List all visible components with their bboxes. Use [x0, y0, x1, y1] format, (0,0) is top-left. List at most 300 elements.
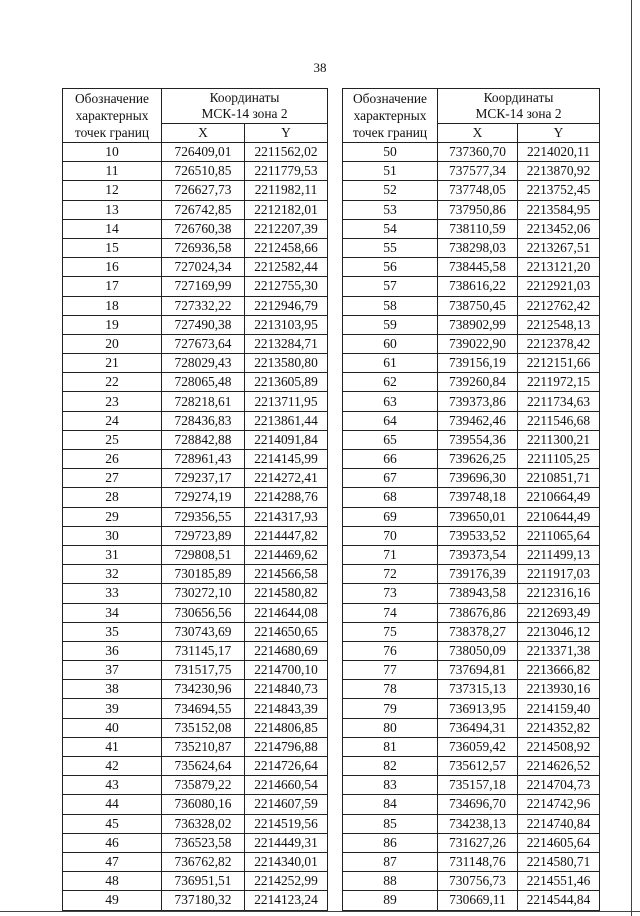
header-coords-line1: Координаты — [483, 90, 554, 105]
point-number-cell: 86 — [343, 833, 438, 852]
y-coordinate-cell: 2213284,71 — [245, 334, 328, 353]
y-coordinate-cell: 2212316,16 — [518, 584, 600, 603]
table-row — [343, 584, 600, 603]
coordinates-table-right — [342, 88, 600, 911]
x-coordinate-cell: 736328,02 — [162, 814, 245, 833]
x-coordinate-cell: 735612,57 — [438, 757, 518, 776]
y-coordinate-cell: 2211105,25 — [518, 450, 600, 469]
x-coordinate-cell: 727673,64 — [162, 334, 245, 353]
table-row — [63, 545, 328, 564]
x-coordinate-cell: 736762,82 — [162, 852, 245, 871]
x-coordinate-cell: 735624,64 — [162, 757, 245, 776]
x-coordinate-cell: 739462,46 — [438, 411, 518, 430]
point-number-cell: 51 — [343, 162, 438, 181]
x-coordinate-cell: 729237,17 — [162, 469, 245, 488]
x-coordinate-cell: 738110,59 — [438, 219, 518, 238]
header-coords-line2: МСК-14 зона 2 — [201, 106, 288, 121]
table-row — [343, 526, 600, 545]
table-row — [343, 258, 600, 277]
table-row — [63, 852, 328, 871]
y-coordinate-cell: 2214123,24 — [245, 891, 328, 910]
point-number-cell: 24 — [63, 411, 162, 430]
table-row — [343, 891, 600, 910]
point-number-cell: 67 — [343, 469, 438, 488]
x-coordinate-cell: 739373,54 — [438, 545, 518, 564]
x-coordinate-cell: 730185,89 — [162, 565, 245, 584]
x-coordinate-cell: 727024,34 — [162, 258, 245, 277]
table-row — [343, 641, 600, 660]
x-coordinate-cell: 739156,19 — [438, 354, 518, 373]
point-number-cell: 88 — [343, 872, 438, 891]
point-number-cell: 47 — [63, 852, 162, 871]
point-number-cell: 35 — [63, 622, 162, 641]
y-coordinate-cell: 2214806,85 — [245, 718, 328, 737]
y-coordinate-cell: 2213870,92 — [518, 162, 600, 181]
table-row — [63, 661, 328, 680]
y-coordinate-cell: 2214740,84 — [518, 814, 600, 833]
table-row — [63, 795, 328, 814]
table-row — [63, 277, 328, 296]
point-number-cell: 31 — [63, 545, 162, 564]
x-coordinate-cell: 739373,86 — [438, 392, 518, 411]
table-row — [63, 603, 328, 622]
point-number-cell: 44 — [63, 795, 162, 814]
y-coordinate-cell: 2214796,88 — [245, 737, 328, 756]
table-row — [63, 219, 328, 238]
point-number-cell: 89 — [343, 891, 438, 910]
y-coordinate-cell: 2213580,80 — [245, 354, 328, 373]
x-coordinate-cell: 734238,13 — [438, 814, 518, 833]
table-row — [63, 373, 328, 392]
y-coordinate-cell: 2212458,66 — [245, 238, 328, 257]
x-coordinate-cell: 739260,84 — [438, 373, 518, 392]
y-coordinate-cell: 2214626,52 — [518, 757, 600, 776]
x-coordinate-cell: 739176,39 — [438, 565, 518, 584]
x-coordinate-cell: 735210,87 — [162, 737, 245, 756]
x-coordinate-cell: 739650,01 — [438, 507, 518, 526]
table-row — [63, 718, 328, 737]
x-coordinate-cell: 728842,88 — [162, 430, 245, 449]
y-coordinate-cell: 2211562,02 — [245, 143, 328, 162]
point-number-cell: 78 — [343, 680, 438, 699]
point-number-cell: 54 — [343, 219, 438, 238]
point-number-cell: 85 — [343, 814, 438, 833]
point-number-cell: 83 — [343, 776, 438, 795]
table-row — [343, 852, 600, 871]
table-row — [343, 661, 600, 680]
column-header-y: Y — [518, 124, 600, 143]
point-number-cell: 80 — [343, 718, 438, 737]
y-coordinate-cell: 2214340,01 — [245, 852, 328, 871]
point-number-cell: 28 — [63, 488, 162, 507]
table-row — [343, 334, 600, 353]
x-coordinate-cell: 727490,38 — [162, 315, 245, 334]
x-coordinate-cell: 726936,58 — [162, 238, 245, 257]
table-row — [63, 296, 328, 315]
table-row — [63, 238, 328, 257]
x-coordinate-cell: 738378,27 — [438, 622, 518, 641]
table-row — [63, 699, 328, 718]
header-coords-line2: МСК-14 зона 2 — [475, 106, 562, 121]
x-coordinate-cell: 739554,36 — [438, 430, 518, 449]
x-coordinate-cell: 726510,85 — [162, 162, 245, 181]
x-coordinate-cell: 726742,85 — [162, 200, 245, 219]
point-number-cell: 34 — [63, 603, 162, 622]
point-number-cell: 84 — [343, 795, 438, 814]
x-coordinate-cell: 730272,10 — [162, 584, 245, 603]
y-coordinate-cell: 2212207,39 — [245, 219, 328, 238]
x-coordinate-cell: 727169,99 — [162, 277, 245, 296]
column-header-coordinates — [162, 89, 328, 124]
table-row — [63, 584, 328, 603]
x-coordinate-cell: 731627,26 — [438, 833, 518, 852]
y-coordinate-cell: 2213046,12 — [518, 622, 600, 641]
y-coordinate-cell: 2214020,11 — [518, 143, 600, 162]
table-row — [343, 392, 600, 411]
header-label-line1: Обозначение — [353, 91, 427, 106]
x-coordinate-cell: 738298,03 — [438, 238, 518, 257]
y-coordinate-cell: 2214288,76 — [245, 488, 328, 507]
point-number-cell: 59 — [343, 315, 438, 334]
y-coordinate-cell: 2214252,99 — [245, 872, 328, 891]
point-number-cell: 50 — [343, 143, 438, 162]
y-coordinate-cell: 2213752,45 — [518, 181, 600, 200]
point-number-cell: 43 — [63, 776, 162, 795]
x-coordinate-cell: 735152,08 — [162, 718, 245, 737]
table-row — [343, 507, 600, 526]
table-row — [343, 488, 600, 507]
x-coordinate-cell: 736523,58 — [162, 833, 245, 852]
x-coordinate-cell: 730656,56 — [162, 603, 245, 622]
x-coordinate-cell: 739748,18 — [438, 488, 518, 507]
table-row — [343, 718, 600, 737]
table-row — [63, 411, 328, 430]
point-number-cell: 22 — [63, 373, 162, 392]
point-number-cell: 19 — [63, 315, 162, 334]
x-coordinate-cell: 734230,96 — [162, 680, 245, 699]
table-row — [343, 200, 600, 219]
header-label-line2: характерных — [353, 108, 427, 123]
header-label-line3: точек границ — [352, 125, 428, 140]
table-row — [63, 392, 328, 411]
x-coordinate-cell: 728436,83 — [162, 411, 245, 430]
table-row — [343, 469, 600, 488]
table-row — [343, 315, 600, 334]
y-coordinate-cell: 2214704,73 — [518, 776, 600, 795]
y-coordinate-cell: 2212582,44 — [245, 258, 328, 277]
table-row — [343, 296, 600, 315]
point-number-cell: 37 — [63, 661, 162, 680]
y-coordinate-cell: 2210664,49 — [518, 488, 600, 507]
point-number-cell: 74 — [343, 603, 438, 622]
table-row — [343, 143, 600, 162]
x-coordinate-cell: 735879,22 — [162, 776, 245, 795]
y-coordinate-cell: 2214508,92 — [518, 737, 600, 756]
point-number-cell: 36 — [63, 641, 162, 660]
y-coordinate-cell: 2212921,03 — [518, 277, 600, 296]
y-coordinate-cell: 2211300,21 — [518, 430, 600, 449]
y-coordinate-cell: 2214272,41 — [245, 469, 328, 488]
y-coordinate-cell: 2211546,68 — [518, 411, 600, 430]
table-row — [63, 814, 328, 833]
point-number-cell: 56 — [343, 258, 438, 277]
y-coordinate-cell: 2214091,84 — [245, 430, 328, 449]
point-number-cell: 46 — [63, 833, 162, 852]
x-coordinate-cell: 731517,75 — [162, 661, 245, 680]
point-number-cell: 10 — [63, 143, 162, 162]
x-coordinate-cell: 738902,99 — [438, 315, 518, 334]
point-number-cell: 60 — [343, 334, 438, 353]
table-row — [63, 181, 328, 200]
y-coordinate-cell: 2213584,95 — [518, 200, 600, 219]
x-coordinate-cell: 730743,69 — [162, 622, 245, 641]
scan-edge-bottom — [0, 911, 640, 912]
table-row — [63, 737, 328, 756]
table-row — [63, 258, 328, 277]
point-number-cell: 71 — [343, 545, 438, 564]
table-row — [63, 891, 328, 910]
x-coordinate-cell: 737360,70 — [438, 143, 518, 162]
y-coordinate-cell: 2212755,30 — [245, 277, 328, 296]
x-coordinate-cell: 729274,19 — [162, 488, 245, 507]
table-row — [63, 641, 328, 660]
table-row — [343, 603, 600, 622]
y-coordinate-cell: 2214544,84 — [518, 891, 600, 910]
y-coordinate-cell: 2214580,82 — [245, 584, 328, 603]
table-row — [63, 334, 328, 353]
point-number-cell: 12 — [63, 181, 162, 200]
y-coordinate-cell: 2214447,82 — [245, 526, 328, 545]
point-number-cell: 52 — [343, 181, 438, 200]
x-coordinate-cell: 728065,48 — [162, 373, 245, 392]
x-coordinate-cell: 737694,81 — [438, 661, 518, 680]
table-row — [343, 814, 600, 833]
y-coordinate-cell: 2214840,73 — [245, 680, 328, 699]
point-number-cell: 73 — [343, 584, 438, 603]
y-coordinate-cell: 2214317,93 — [245, 507, 328, 526]
point-number-cell: 27 — [63, 469, 162, 488]
x-coordinate-cell: 738943,58 — [438, 584, 518, 603]
x-coordinate-cell: 738676,86 — [438, 603, 518, 622]
table-row — [343, 776, 600, 795]
x-coordinate-cell: 729723,89 — [162, 526, 245, 545]
x-coordinate-cell: 739022,90 — [438, 334, 518, 353]
y-coordinate-cell: 2214352,82 — [518, 718, 600, 737]
y-coordinate-cell: 2214680,69 — [245, 641, 328, 660]
table-row — [343, 545, 600, 564]
table-row — [343, 622, 600, 641]
x-coordinate-cell: 730756,73 — [438, 872, 518, 891]
y-coordinate-cell: 2211734,63 — [518, 392, 600, 411]
table-row — [343, 872, 600, 891]
table-row — [343, 833, 600, 852]
table-row — [63, 315, 328, 334]
point-number-cell: 55 — [343, 238, 438, 257]
table-row — [63, 872, 328, 891]
point-number-cell: 82 — [343, 757, 438, 776]
x-coordinate-cell: 730669,11 — [438, 891, 518, 910]
y-coordinate-cell: 2214742,96 — [518, 795, 600, 814]
x-coordinate-cell: 736494,31 — [438, 718, 518, 737]
x-coordinate-cell: 737180,32 — [162, 891, 245, 910]
y-coordinate-cell: 2210644,49 — [518, 507, 600, 526]
column-header-x: X — [162, 124, 245, 143]
table-row — [63, 162, 328, 181]
y-coordinate-cell: 2214159,40 — [518, 699, 600, 718]
point-number-cell: 57 — [343, 277, 438, 296]
y-coordinate-cell: 2211499,13 — [518, 545, 600, 564]
column-header-y: Y — [245, 124, 328, 143]
table-row — [343, 737, 600, 756]
table-row — [63, 143, 328, 162]
x-coordinate-cell: 729808,51 — [162, 545, 245, 564]
table-row — [343, 238, 600, 257]
point-number-cell: 26 — [63, 450, 162, 469]
point-number-cell: 38 — [63, 680, 162, 699]
point-number-cell: 40 — [63, 718, 162, 737]
x-coordinate-cell: 737577,34 — [438, 162, 518, 181]
y-coordinate-cell: 2213861,44 — [245, 411, 328, 430]
x-coordinate-cell: 736951,51 — [162, 872, 245, 891]
table-row — [63, 622, 328, 641]
header-label-line2: характерных — [75, 108, 149, 123]
table-row — [343, 699, 600, 718]
y-coordinate-cell: 2214566,58 — [245, 565, 328, 584]
point-number-cell: 30 — [63, 526, 162, 545]
y-coordinate-cell: 2212762,42 — [518, 296, 600, 315]
table-row — [63, 680, 328, 699]
y-coordinate-cell: 2212151,66 — [518, 354, 600, 373]
point-number-cell: 76 — [343, 641, 438, 660]
point-number-cell: 39 — [63, 699, 162, 718]
x-coordinate-cell: 727332,22 — [162, 296, 245, 315]
table-row — [63, 565, 328, 584]
table-row — [63, 354, 328, 373]
point-number-cell: 72 — [343, 565, 438, 584]
point-number-cell: 11 — [63, 162, 162, 181]
point-number-cell: 23 — [63, 392, 162, 411]
y-coordinate-cell: 2211065,64 — [518, 526, 600, 545]
point-number-cell: 14 — [63, 219, 162, 238]
y-coordinate-cell: 2213371,38 — [518, 641, 600, 660]
point-number-cell: 33 — [63, 584, 162, 603]
x-coordinate-cell: 739696,30 — [438, 469, 518, 488]
x-coordinate-cell: 735157,18 — [438, 776, 518, 795]
x-coordinate-cell: 731145,17 — [162, 641, 245, 660]
table-row — [63, 833, 328, 852]
table-row — [343, 354, 600, 373]
table-row — [343, 373, 600, 392]
table-row — [63, 469, 328, 488]
table-row — [63, 776, 328, 795]
y-coordinate-cell: 2210851,71 — [518, 469, 600, 488]
point-number-cell: 63 — [343, 392, 438, 411]
x-coordinate-cell: 726409,01 — [162, 143, 245, 162]
y-coordinate-cell: 2213666,82 — [518, 661, 600, 680]
x-coordinate-cell: 739533,52 — [438, 526, 518, 545]
y-coordinate-cell: 2214843,39 — [245, 699, 328, 718]
point-number-cell: 49 — [63, 891, 162, 910]
point-number-cell: 29 — [63, 507, 162, 526]
point-number-cell: 17 — [63, 277, 162, 296]
table-row — [63, 488, 328, 507]
header-label-line1: Обозначение — [75, 91, 149, 106]
table-row — [63, 757, 328, 776]
y-coordinate-cell: 2214607,59 — [245, 795, 328, 814]
y-coordinate-cell: 2212693,49 — [518, 603, 600, 622]
y-coordinate-cell: 2214469,62 — [245, 545, 328, 564]
y-coordinate-cell: 2214145,99 — [245, 450, 328, 469]
point-number-cell: 48 — [63, 872, 162, 891]
y-coordinate-cell: 2214551,46 — [518, 872, 600, 891]
y-coordinate-cell: 2214650,65 — [245, 622, 328, 641]
x-coordinate-cell: 728218,61 — [162, 392, 245, 411]
table-row — [63, 507, 328, 526]
y-coordinate-cell: 2212548,13 — [518, 315, 600, 334]
table-row — [343, 565, 600, 584]
point-number-cell: 79 — [343, 699, 438, 718]
point-number-cell: 13 — [63, 200, 162, 219]
x-coordinate-cell: 736913,95 — [438, 699, 518, 718]
x-coordinate-cell: 734696,70 — [438, 795, 518, 814]
point-number-cell: 61 — [343, 354, 438, 373]
table-row — [343, 181, 600, 200]
x-coordinate-cell: 738445,58 — [438, 258, 518, 277]
table-row — [343, 277, 600, 296]
point-number-cell: 62 — [343, 373, 438, 392]
table-row — [343, 450, 600, 469]
x-coordinate-cell: 736080,16 — [162, 795, 245, 814]
table-row — [63, 526, 328, 545]
point-number-cell: 45 — [63, 814, 162, 833]
header-label-line3: точек границ — [74, 125, 150, 140]
y-coordinate-cell: 2211779,53 — [245, 162, 328, 181]
y-coordinate-cell: 2214726,64 — [245, 757, 328, 776]
y-coordinate-cell: 2212946,79 — [245, 296, 328, 315]
x-coordinate-cell: 728961,43 — [162, 450, 245, 469]
y-coordinate-cell: 2213452,06 — [518, 219, 600, 238]
point-number-cell: 42 — [63, 757, 162, 776]
point-number-cell: 58 — [343, 296, 438, 315]
header-coords-line1: Координаты — [209, 90, 280, 105]
x-coordinate-cell: 731148,76 — [438, 852, 518, 871]
coordinates-table-left — [62, 88, 328, 911]
x-coordinate-cell: 726627,73 — [162, 181, 245, 200]
x-coordinate-cell: 736059,42 — [438, 737, 518, 756]
scan-edge-right — [631, 0, 632, 916]
point-number-cell: 66 — [343, 450, 438, 469]
x-coordinate-cell: 738750,45 — [438, 296, 518, 315]
y-coordinate-cell: 2214660,54 — [245, 776, 328, 795]
point-number-cell: 21 — [63, 354, 162, 373]
point-number-cell: 87 — [343, 852, 438, 871]
y-coordinate-cell: 2212378,42 — [518, 334, 600, 353]
x-coordinate-cell: 739626,25 — [438, 450, 518, 469]
point-number-cell: 16 — [63, 258, 162, 277]
table-row — [63, 200, 328, 219]
y-coordinate-cell: 2213267,51 — [518, 238, 600, 257]
y-coordinate-cell: 2213605,89 — [245, 373, 328, 392]
page-number: 38 — [313, 60, 327, 75]
y-coordinate-cell: 2213103,95 — [245, 315, 328, 334]
table-row — [343, 219, 600, 238]
y-coordinate-cell: 2214449,31 — [245, 833, 328, 852]
table-row — [343, 162, 600, 181]
table-row — [343, 795, 600, 814]
point-number-cell: 18 — [63, 296, 162, 315]
point-number-cell: 77 — [343, 661, 438, 680]
point-number-cell: 70 — [343, 526, 438, 545]
